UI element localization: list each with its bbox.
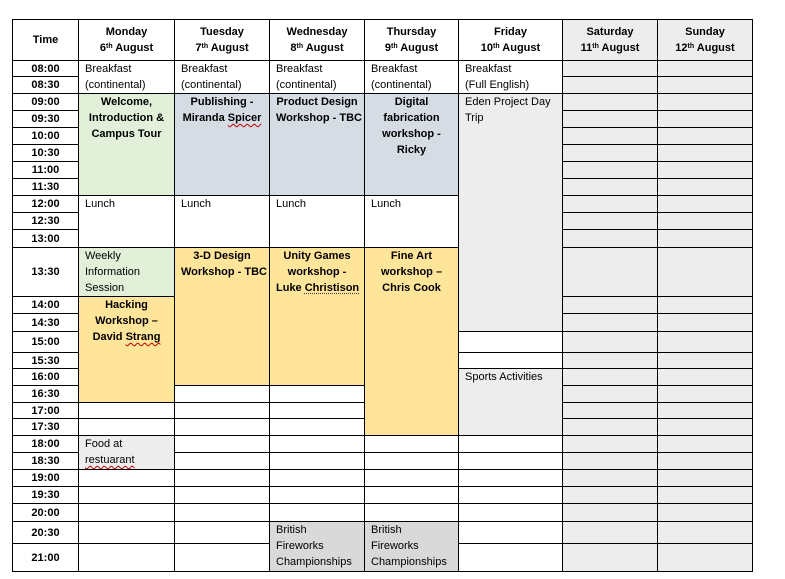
event-cell [174,247,270,386]
event-text: Unity Games [283,250,351,262]
time-header-label: Time [32,34,59,46]
event-text: Session [85,282,125,294]
empty-slot [78,402,175,419]
event-text: David Strang [92,331,161,343]
event-text: Campus Tour [91,128,162,140]
day-date: 6th August [99,42,154,54]
event-text: workshop – [380,266,443,278]
time-column-header [12,19,79,61]
event-text: (continental) [276,79,337,91]
empty-slot [657,402,753,419]
empty-slot [562,418,658,436]
day-name: Thursday [386,26,437,38]
empty-slot [657,76,753,94]
empty-slot [364,486,459,504]
empty-slot [657,313,753,332]
empty-slot [562,60,658,77]
event-cell [174,93,270,196]
event-cell [78,247,175,297]
event-text: Breakfast [465,63,512,75]
event-text: Workshop – [95,315,158,327]
event-cell [269,60,365,94]
event-text: Weekly [85,250,121,262]
empty-slot [562,543,658,572]
time-slot: 12:00 [12,195,79,213]
event-cell [174,60,270,94]
event-text: (continental) [85,79,146,91]
empty-slot [657,486,753,504]
empty-slot [562,402,658,419]
empty-slot [562,469,658,487]
empty-slot [78,418,175,436]
time-slot: 11:30 [12,178,79,196]
event-cell [78,435,175,470]
day-header-thursday [364,19,459,61]
empty-slot [562,331,658,353]
event-text: (continental) [181,79,242,91]
empty-slot [657,127,753,145]
empty-slot [562,296,658,314]
event-text: Breakfast [85,63,132,75]
event-cell [364,93,459,196]
day-name: Friday [493,26,527,38]
empty-slot [657,521,753,544]
empty-slot [562,313,658,332]
time-slot: 12:30 [12,212,79,230]
time-slot: 08:30 [12,76,79,94]
empty-slot [174,402,270,419]
day-header-monday [78,19,175,61]
event-cell [174,195,270,248]
day-name: Saturday [586,26,634,38]
time-slot: 20:30 [12,521,79,544]
empty-slot [269,385,365,403]
time-slot: 13:00 [12,229,79,248]
empty-slot [174,469,270,487]
event-text: fabrication [383,112,440,124]
time-slot: 18:30 [12,452,79,470]
event-text: Luke Christison [276,282,360,294]
empty-slot [562,212,658,230]
empty-slot [562,452,658,470]
time-slot: 16:30 [12,385,79,403]
empty-slot [562,110,658,128]
empty-slot [458,435,563,453]
time-slot: 20:00 [12,503,79,522]
empty-slot [657,247,753,297]
day-date: 12th August [675,42,735,54]
event-cell [269,195,365,248]
empty-slot [269,503,365,522]
empty-slot [657,144,753,162]
event-text: Trip [465,112,484,124]
empty-slot [657,368,753,386]
empty-slot [269,452,365,470]
empty-slot [364,435,459,453]
empty-slot [657,161,753,179]
event-text: Lunch [181,198,211,210]
time-slot: 09:30 [12,110,79,128]
empty-slot [458,469,563,487]
event-text: Breakfast [276,63,323,75]
day-name: Wednesday [286,26,348,38]
empty-slot [657,385,753,403]
event-cell [364,521,459,572]
event-text: Eden Project Day [465,96,551,108]
time-slot: 17:00 [12,402,79,419]
empty-slot [78,521,175,544]
event-cell [364,60,459,94]
empty-slot [458,452,563,470]
time-slot: 11:00 [12,161,79,179]
event-cell [458,368,563,436]
time-slot: 17:30 [12,418,79,436]
time-slot: 19:00 [12,469,79,487]
event-text: Hacking [105,299,148,311]
empty-slot [562,93,658,111]
event-text: Lunch [85,198,115,210]
event-text: Introduction & [88,112,165,124]
event-text: Championships [371,556,447,568]
empty-slot [174,452,270,470]
event-text: (Full English) [465,79,530,91]
empty-slot [562,161,658,179]
event-cell [78,195,175,248]
event-text: Workshop - TBC [181,266,267,278]
event-text: British [371,524,402,536]
empty-slot [657,212,753,230]
empty-slot [657,195,753,213]
event-cell [269,521,365,572]
empty-slot [657,543,753,572]
time-slot: 14:30 [12,313,79,332]
day-date: 8th August [290,42,344,54]
event-text: Breakfast [181,63,228,75]
event-text: 3-D Design [193,250,251,262]
day-header-tuesday [174,19,270,61]
empty-slot [174,543,270,572]
event-text: (continental) [371,79,432,91]
empty-slot [269,469,365,487]
empty-slot [657,331,753,353]
empty-slot [364,469,459,487]
day-header-sunday [657,19,753,61]
empty-slot [458,543,563,572]
empty-slot [269,435,365,453]
empty-slot [562,486,658,504]
empty-slot [657,503,753,522]
empty-slot [657,418,753,436]
empty-slot [657,229,753,248]
empty-slot [458,486,563,504]
time-slot: 18:00 [12,435,79,453]
event-text: Championships [276,556,352,568]
empty-slot [458,331,563,353]
empty-slot [458,521,563,544]
day-header-saturday [562,19,658,61]
event-cell [364,195,459,248]
empty-slot [458,503,563,522]
empty-slot [657,352,753,369]
empty-slot [562,503,658,522]
empty-slot [174,503,270,522]
empty-slot [562,352,658,369]
empty-slot [562,178,658,196]
event-text: restuarant [85,454,135,466]
empty-slot [657,178,753,196]
empty-slot [562,435,658,453]
empty-slot [657,296,753,314]
time-slot: 15:30 [12,352,79,369]
empty-slot [78,486,175,504]
event-cell [269,93,365,196]
event-text: Lunch [276,198,306,210]
event-text: Information [85,266,141,278]
time-slot: 21:00 [12,543,79,572]
event-text: Ricky [396,144,427,156]
empty-slot [269,418,365,436]
day-date: 11th August [580,42,640,54]
event-cell [458,93,563,332]
event-text: Miranda Spicer [182,112,262,124]
empty-slot [657,435,753,453]
event-text: Sports Activities [465,371,543,383]
empty-slot [174,486,270,504]
empty-slot [562,229,658,248]
time-slot: 14:00 [12,296,79,314]
event-text: workshop - [287,266,347,278]
event-text: Lunch [371,198,401,210]
event-text: Digital [394,96,429,108]
empty-slot [657,452,753,470]
event-text: Welcome, [100,96,153,108]
event-text: Food at [85,438,123,450]
empty-slot [78,469,175,487]
empty-slot [562,521,658,544]
empty-slot [458,352,563,369]
empty-slot [174,521,270,544]
event-text: Publishing - [190,96,254,108]
event-cell [78,60,175,94]
event-cell [269,247,365,386]
day-header-friday [458,19,563,61]
time-slot: 10:30 [12,144,79,162]
time-slot: 09:00 [12,93,79,111]
empty-slot [562,247,658,297]
empty-slot [562,368,658,386]
empty-slot [269,402,365,419]
event-cell [458,60,563,94]
empty-slot [562,385,658,403]
empty-slot [562,195,658,213]
day-date: 10th August [480,42,541,54]
event-text: Fireworks [371,540,419,552]
day-date: 7th August [195,42,249,54]
time-slot: 10:00 [12,127,79,145]
event-text: Fine Art [390,250,433,262]
time-slot: 08:00 [12,60,79,77]
event-cell [364,247,459,436]
event-text: Fireworks [276,540,324,552]
time-slot: 15:00 [12,331,79,353]
empty-slot [174,435,270,453]
day-name: Sunday [685,26,725,38]
empty-slot [562,127,658,145]
empty-slot [657,110,753,128]
time-slot: 16:00 [12,368,79,386]
empty-slot [269,486,365,504]
event-text: Chris Cook [382,282,441,294]
event-cell [78,296,175,403]
day-date: 9th August [384,42,439,54]
day-name: Monday [105,26,148,38]
empty-slot [364,503,459,522]
day-header-wednesday [269,19,365,61]
event-text: Workshop - TBC [276,112,362,124]
event-text: British [276,524,307,536]
empty-slot [657,469,753,487]
time-slot: 19:30 [12,486,79,504]
empty-slot [78,503,175,522]
empty-slot [174,418,270,436]
event-text: workshop - [382,128,441,140]
empty-slot [174,385,270,403]
empty-slot [364,452,459,470]
time-slot: 13:30 [12,247,79,297]
empty-slot [657,93,753,111]
day-name: Tuesday [200,26,244,38]
empty-slot [657,60,753,77]
empty-slot [78,543,175,572]
event-text: Product Design [276,96,358,108]
empty-slot [562,144,658,162]
empty-slot [562,76,658,94]
event-text: Breakfast [371,63,418,75]
event-cell [78,93,175,196]
